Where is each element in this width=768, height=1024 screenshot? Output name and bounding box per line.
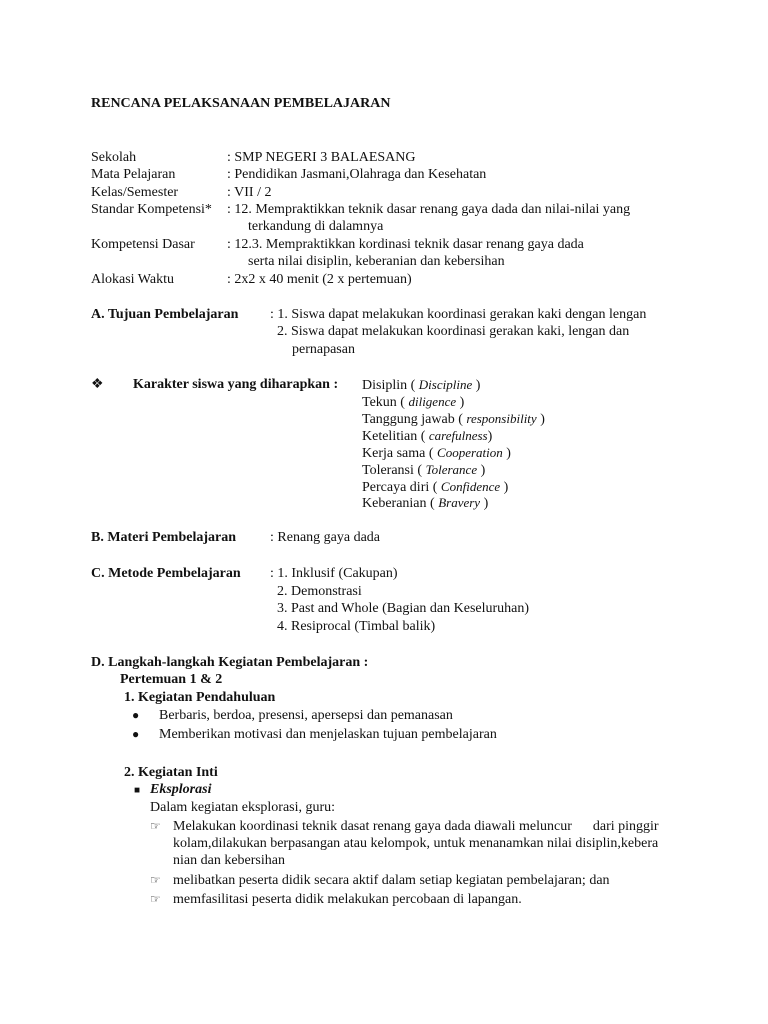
eksplorasi-intro: Dalam kegiatan eksplorasi, guru: [150, 800, 336, 815]
pendahuluan-bullet: Memberikan motivasi dan menjelaskan tujuan pembelajaran [159, 727, 497, 742]
karakter-item: Tanggung jawab ( responsibility ) [362, 411, 545, 427]
eksplorasi-item-line: Melakukan koordinasi teknik dasat renang gaya dada diawali meluncur dari pinggir [173, 819, 659, 834]
section-c-item: : 1. Inklusif (Cakupan) [270, 566, 398, 581]
karakter-item: Keberanian ( Bravery ) [362, 495, 489, 511]
section-a-item-1: : 1. Siswa dapat melakukan koordinasi gerakan kaki dengan lengan [270, 307, 647, 322]
identity-label-sekolah: Sekolah [91, 150, 137, 165]
karakter-item: Percaya diri ( Confidence ) [362, 479, 509, 495]
section-a-item-2-cont: pernapasan [292, 342, 355, 357]
pointing-hand-icon: ☞ [150, 819, 161, 833]
karakter-item: Ketelitian ( carefulness) [362, 428, 493, 444]
section-c-item: 2. Demonstrasi [277, 584, 362, 599]
bullet-dot-icon: ● [132, 727, 140, 741]
karakter-item: Tekun ( diligence ) [362, 394, 465, 410]
identity-value-kd: : 12.3. Mempraktikkan kordinasi teknik dasar renang gaya dada [227, 237, 584, 252]
karakter-item: Kerja sama ( Cooperation ) [362, 445, 511, 461]
identity-label-kelas: Kelas/Semester [91, 185, 179, 200]
section-d-heading: D. Langkah-langkah Kegiatan Pembelajaran : [91, 655, 369, 670]
karakter-item: Disiplin ( Discipline ) [362, 377, 481, 393]
document-title: RENCANA PELAKSANAAN PEMBELAJARAN [91, 96, 391, 111]
pendahuluan-heading: 1. Kegiatan Pendahuluan [124, 690, 276, 705]
section-c-item: 3. Past and Whole (Bagian dan Keseluruhan) [277, 601, 530, 616]
identity-value-alokasi: : 2x2 x 40 menit (2 x pertemuan) [227, 272, 412, 287]
identity-value-mapel: : Pendidikan Jasmani,Olahraga dan Kesehatan [227, 167, 487, 182]
eksplorasi-heading: Eksplorasi [150, 782, 212, 797]
identity-label-kd: Kompetensi Dasar [91, 237, 195, 252]
section-c-item: 4. Resiprocal (Timbal balik) [277, 619, 436, 634]
inti-heading: 2. Kegiatan Inti [124, 765, 218, 780]
section-a-heading: A. Tujuan Pembelajaran [91, 307, 239, 322]
pointing-hand-icon: ☞ [150, 892, 161, 906]
eksplorasi-item-line: melibatkan peserta didik secara aktif dalam setiap kegiatan pembelajaran; dan [173, 873, 610, 888]
section-b-value: : Renang gaya dada [270, 530, 381, 545]
karakter-heading: Karakter siswa yang diharapkan : [133, 377, 339, 392]
identity-label-alokasi: Alokasi Waktu [91, 272, 174, 287]
diamond-bullet-icon: ❖ [91, 377, 104, 392]
identity-value-sk: : 12. Mempraktikkan teknik dasar renang gaya dada dan nilai-nilai yang [227, 202, 631, 217]
section-c-heading: C. Metode Pembelajaran [91, 566, 241, 581]
meeting-label: Pertemuan 1 & 2 [120, 672, 223, 687]
section-b-heading: B. Materi Pembelajaran [91, 530, 237, 545]
eksplorasi-item-line: memfasilitasi peserta didik melakukan percobaan di lapangan. [173, 892, 522, 907]
bullet-dot-icon: ● [132, 708, 140, 722]
identity-value-kelas: : VII / 2 [227, 185, 272, 200]
karakter-item: Toleransi ( Tolerance ) [362, 462, 486, 478]
square-bullet-icon: ■ [134, 785, 141, 796]
pointing-hand-icon: ☞ [150, 873, 161, 887]
identity-value-sk-cont: terkandung di dalamnya [248, 219, 384, 234]
section-a-item-2: 2. Siswa dapat melakukan koordinasi gerakan kaki, lengan dan [277, 324, 630, 339]
identity-value-kd-cont: serta nilai disiplin, keberanian dan kebersihan [248, 254, 505, 269]
identity-label-mapel: Mata Pelajaran [91, 167, 176, 182]
identity-label-sk: Standar Kompetensi* [91, 202, 212, 217]
eksplorasi-item-line: nian dan kebersihan [173, 853, 285, 868]
pendahuluan-bullet: Berbaris, berdoa, presensi, apersepsi dan pemanasan [159, 708, 453, 723]
eksplorasi-item-line: kolam,dilakukan berpasangan atau kelompok, untuk menanamkan nilai disiplin,kebera [173, 836, 659, 851]
identity-value-sekolah: : SMP NEGERI 3 BALAESANG [227, 150, 416, 165]
